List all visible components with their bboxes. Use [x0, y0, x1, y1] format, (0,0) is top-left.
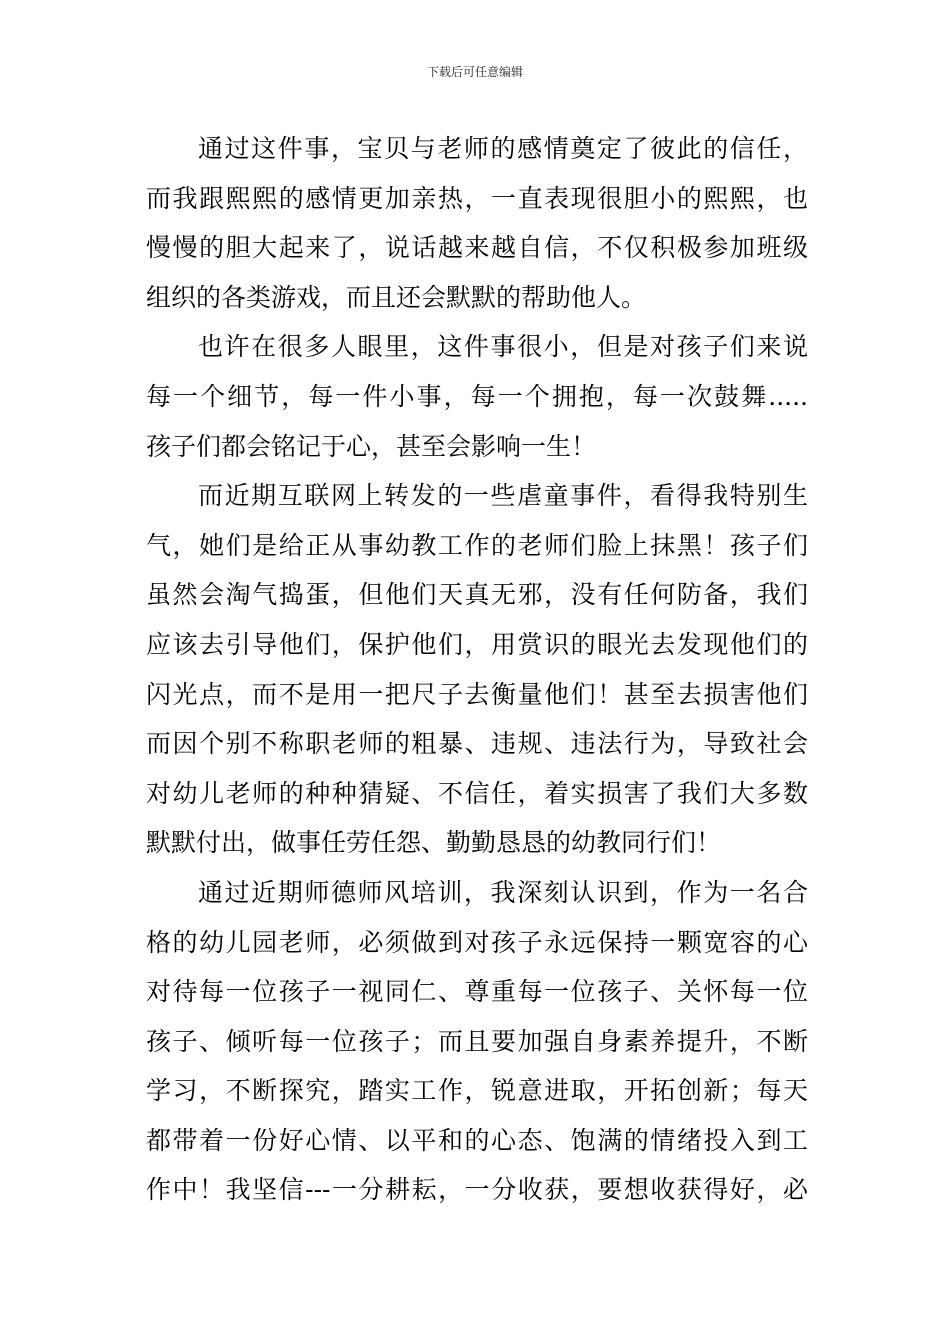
document-body — [146, 124, 808, 1215]
paragraph-3-line-6: 而因个别不称职老师的粗暴、违规、违法行为，导致社会 — [146, 729, 808, 759]
paragraph-2-line-2: 每一个细节，每一件小事，每一个拥抱，每一次鼓舞..... — [146, 381, 808, 411]
paragraph-4-line-5: 学习，不断探究，踏实工作，锐意进取，开拓创新；每天 — [146, 1076, 808, 1106]
page-header: 下载后可任意编辑 — [426, 65, 523, 79]
paragraph-3-line-5: 闪光点，而不是用一把尺子去衡量他们！甚至去损害他们 — [146, 679, 808, 709]
paragraph-1-line-1: 通过这件事，宝贝与老师的感情奠定了彼此的信任， — [198, 134, 808, 163]
paragraph-1-line-3: 慢慢的胆大起来了，说话越来越自信，不仅积极参加班级 — [146, 233, 808, 263]
paragraph-4-line-1: 通过近期师德师风培训，我深刻认识到，作为一名合 — [198, 877, 808, 907]
paragraph-2-line-1: 也许在很多人眼里，这件事很小，但是对孩子们来说 — [198, 332, 808, 362]
paragraph-2-line-3: 孩子们都会铭记于心，甚至会影响一生！ — [146, 431, 597, 461]
paragraph-4-line-4: 孩子、倾听每一位孩子；而且要加强自身素养提升，不断 — [146, 1026, 808, 1056]
paragraph-3-line-1: 而近期互联网上转发的一些虐童事件，看得我特别生 — [198, 481, 808, 511]
paragraph-4-line-3: 对待每一位孩子一视同仁、尊重每一位孩子、关怀每一位 — [146, 977, 808, 1007]
paragraph-3-line-3: 虽然会淘气捣蛋，但他们天真无邪，没有任何防备，我们 — [146, 580, 808, 610]
paragraph-3-line-8: 默默付出，做事任劳任怨、勤勤恳恳的幼教同行们！ — [146, 828, 722, 858]
paragraph-4-line-6: 都带着一份好心情、以平和的心态、饱满的情绪投入到工 — [146, 1125, 808, 1155]
paragraph-3-line-2: 气，她们是给正从事幼教工作的老师们脸上抹黑！孩子们 — [146, 530, 808, 560]
paragraph-3-line-4: 应该去引导他们，保护他们，用赏识的眼光去发现他们的 — [146, 629, 808, 659]
paragraph-1-line-2: 而我跟熙熙的感情更加亲热，一直表现很胆小的熙熙，也 — [146, 183, 808, 213]
paragraph-4-line-2: 格的幼儿园老师，必须做到对孩子永远保持一颗宽容的心 — [146, 927, 808, 957]
paragraph-3-line-7: 对幼儿老师的种种猜疑、不信任，着实损害了我们大多数 — [146, 778, 808, 808]
paragraph-4-line-7: 作中！我坚信---一分耕耘，一分收获，要想收获得好，必 — [146, 1175, 808, 1205]
paragraph-1-line-4: 组织的各类游戏，而且还会默默的帮助他人。 — [146, 282, 647, 312]
